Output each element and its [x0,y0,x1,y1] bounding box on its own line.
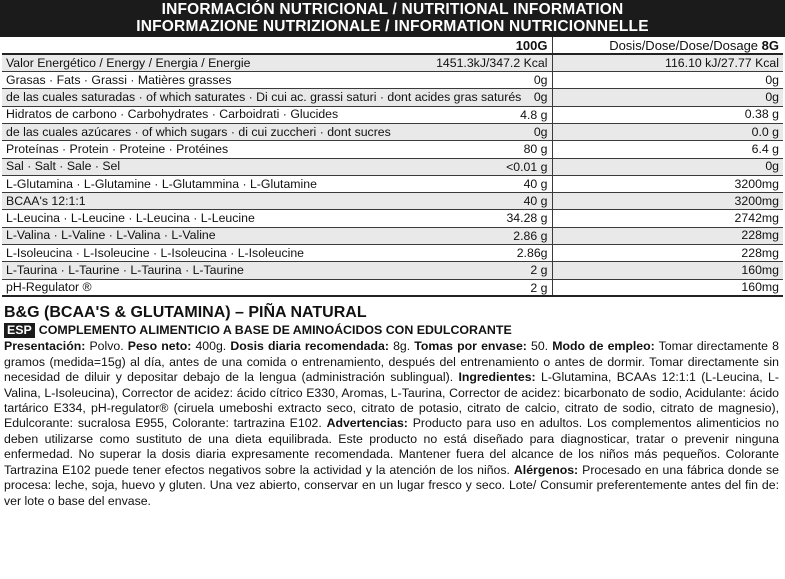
nutrient-name: L-Glutamina · L-Glutamine · L-Glutammina · L-Glutamine [6,176,317,191]
product-subtitle [4,323,785,338]
table-header-row [2,37,783,54]
per-dose-value: 0g [552,72,783,89]
per-dose-value: 160mg [552,279,783,296]
table-row [2,123,783,140]
per-100g-value: 80 g [523,142,548,157]
header-line-1: INFORMACIÓN NUTRICIONAL / NUTRITIONAL INFORMATION [161,1,624,18]
nutrient-name: Grasas · Fats · Grassi · Matières grasses [6,72,232,87]
dose-header-amount: 8G [761,37,779,53]
per-dose-value: 6.4 g [552,141,783,158]
header-line-2: INFORMAZIONE NUTRIZIONALE / INFORMATION NUTRICIONNELLE [136,18,649,35]
nutrient-label [2,262,552,279]
description-heading: Tomas por envase: [414,339,527,354]
description-text: Tomar directamente 8 gramos (medida=15g) al día, antes de una comida o entrenamiento, después del entrenamiento o antes de dormir. Tomar directamente sin necesidad de diluir y depositar debajo de la lengua (administración sublingual). [4,339,779,385]
per-dose-value: 228mg [552,227,783,244]
per-100g-value: 40 g [523,176,548,191]
description-heading: Alérgenos: [513,462,579,477]
per-100g-value: <0.01 g [506,159,548,174]
description-heading: Presentación: [4,339,86,354]
per-dose-value: 3200mg [552,175,783,192]
nutrient-label [2,72,552,89]
per-dose-value: 0.38 g [552,106,783,123]
table-row [2,245,783,262]
per-dose-value: 160mg [552,262,783,279]
nutrient-name: Hidratos de carbono · Carbohydrates · Carboidrati · Glucides [6,107,339,122]
description-text: 8g. [388,339,415,354]
nutrient-name: Sal · Salt · Sale · Sel [6,159,121,174]
column-dose-header [552,37,783,54]
nutrient-name: BCAA's 12:1:1 [6,193,86,208]
nutrient-name: L-Leucina · L-Leucine · L-Leucina · L-Leucine [6,211,255,226]
nutrient-label [2,227,552,244]
description-heading: Ingredientes: [458,370,536,385]
description-text: L-Glutamina, BCAAs 12:1:1 (L-Leucina, L-Valina, L-Isoleucina), Corrector de acidez: ácido cítrico E330, Aromas, L-Taurina, Corrector de acidez: bicarbonato de sodio, Acidulante: ácido tartárico E334, pH-regulator® (ciruela umeboshi extracto seco, citrato de potasio, citrato de calcio, citrato de sodio, citrato de magnesio), Edulcorante: sucralosa E955, Colorante: tartrazina E102. [4,370,779,431]
product-description [4,339,779,508]
per-100g-value: 0g [533,90,548,105]
per-100g-value: 2 g [530,280,548,295]
nutrient-name: de las cuales azúcares · of which sugars · di cui zuccheri · dont sucres [6,124,391,139]
header-label-cell [2,37,552,54]
nutrition-header [0,0,785,37]
language-badge: ESP [4,323,35,338]
nutrient-label [2,141,552,158]
table-row [2,54,783,71]
nutrient-name: Proteínas · Protein · Proteine · Protéines [6,141,229,156]
description-heading: Peso neto: [127,339,192,354]
column-100g-header: 100G [515,37,548,53]
nutrient-name: L-Isoleucina · L-Isoleucine · L-Isoleucina · L-Isoleucine [6,245,305,260]
description-heading: Dosis diaria recomendada: [230,339,389,354]
nutrient-name: Valor Energético / Energy / Energia / Energie [6,55,251,70]
table-row [2,227,783,244]
table-row [2,262,783,279]
per-100g-value: 1451.3kJ/347.2 Kcal [436,56,548,71]
per-dose-value: 3200mg [552,193,783,210]
dose-header-prefix: Dosis/Dose/Dose/Dosage [609,37,762,53]
per-dose-value: 0.0 g [552,123,783,140]
nutrition-table [2,37,783,297]
description-heading: Advertencias: [326,416,408,431]
table-row [2,158,783,175]
nutrient-label [2,210,552,227]
per-dose-value: 0g [552,158,783,175]
per-100g-value: 0g [533,73,548,88]
per-100g-value: 2.86g [516,246,548,261]
nutrient-label [2,193,552,210]
per-dose-value: 0g [552,89,783,106]
per-100g-value: 40 g [523,194,548,209]
table-row [2,72,783,89]
nutrient-label [2,89,552,106]
nutrient-label [2,175,552,192]
nutrient-label [2,279,552,296]
table-row [2,175,783,192]
nutrient-label [2,106,552,123]
per-dose-value: 2742mg [552,210,783,227]
per-100g-value: 0g [533,124,548,139]
nutrient-label [2,54,552,71]
product-title: B&G (BCAA'S & GLUTAMINA) – PIÑA NATURAL [4,304,367,322]
table-row [2,141,783,158]
nutrient-name: de las cuales saturadas · of which saturates · Di cui ac. grassi saturi · dont acides gras saturés [6,90,522,105]
table-row [2,210,783,227]
description-heading: Modo de empleo: [552,339,655,354]
nutrient-label [2,123,552,140]
nutrient-label [2,158,552,175]
per-100g-value: 4.8 g [520,107,548,122]
nutrient-name: L-Taurina · L-Taurine · L-Taurina · L-Taurine [6,263,244,277]
per-100g-value: 2 g [530,263,548,278]
description-text: 50. [526,339,553,354]
description-text: Procesado en una fábrica donde se procesa: leche, soja, huevo y gluten. Una vez abierto, conservar en un lugar fresco y seco. Lote/ Consumir preferentemente antes del fin de: ver lote o base del envase. [4,462,779,508]
nutrient-name: pH-Regulator ® [6,280,92,295]
table-row [2,279,783,296]
subtitle-text: COMPLEMENTO ALIMENTICIO A BASE DE AMINOÁCIDOS CON EDULCORANTE [38,323,512,338]
table-row [2,89,783,106]
nutrient-name: L-Valina · L-Valine · L-Valina · L-Valine [6,228,216,243]
table-row [2,193,783,210]
description-text: 400g. [191,339,231,354]
description-text: Producto para uso en adultos. Los complementos alimenticios no deben utilizarse como sustituto de una dieta equilibrada. Este producto no está diseñado para diagnosticar, tratar o prevenir ninguna enfermedad. No superar la dosis diaria expresamente recomendada. Mantener fuera del alcance de los niños más pequeños. Colorante Tartrazina E102 puede tener efectos negativos sobre la actividad y la atención de los niños. [4,416,779,477]
description-text: Polvo. [85,339,128,354]
nutrient-label [2,245,552,262]
table-row [2,106,783,123]
per-100g-value: 2.86 g [513,228,548,243]
per-100g-value: 34.28 g [506,211,548,226]
per-dose-value: 228mg [552,245,783,262]
per-dose-value: 116.10 kJ/27.77 Kcal [552,54,783,71]
